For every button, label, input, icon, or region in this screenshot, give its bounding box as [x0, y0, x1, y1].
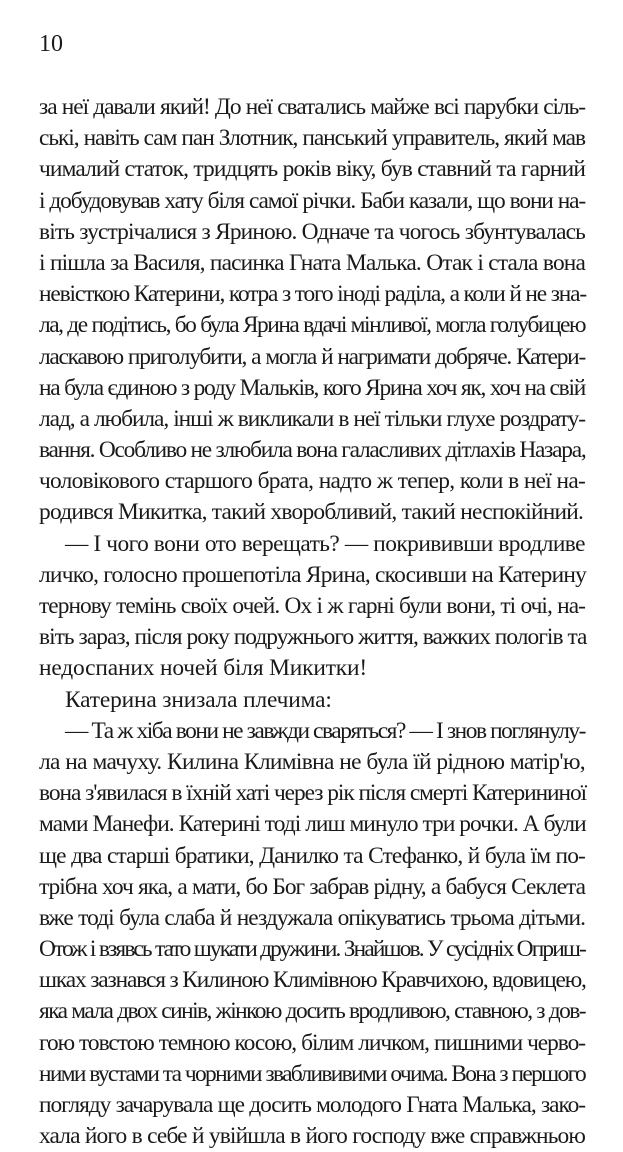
text-line: погляду зачарувала ще досить молодого Гната Малька, зако-: [39, 1092, 585, 1118]
text-line: тернову темінь своїх очей. Ох і ж гарні були вони, ті очі, на-: [39, 593, 585, 619]
text-line: мами Манефи. Катерині тоді лиш минуло три рочки. А були: [39, 811, 586, 838]
text-line: за неї давали який! До неї сватались майже всі парубки сіль-: [39, 94, 585, 120]
text-line: віть зустрічалися з Яриною. Одначе та чогось збунтувалась: [39, 218, 585, 245]
text-line: ські, навіть сам пан Злотник, панський управитель, який мав: [39, 125, 585, 152]
body-text: [39, 92, 585, 1152]
text-line: вона з'явилася в їхній хаті через рік після смерті Катерининої: [39, 780, 587, 807]
text-line: — І чого вони ото верещать? — покрививши вродливе: [65, 530, 585, 557]
text-line: лад, а любила, інші ж викликали в неї тільки глухе роздрату-: [39, 405, 585, 432]
text-line: чималий статок, тридцять років віку, був ставний та гарний: [39, 156, 585, 183]
text-line: ла, де подітись, бо була Ярина вдачі мінливої, могла голубицею: [39, 312, 585, 339]
text-line: і добудовував хату біля самої річки. Баби казали, що вони на-: [39, 187, 585, 214]
text-line: невісткою Катерини, котра з того іноді раділа, а коли й не зна-: [39, 281, 587, 308]
text-line: шках зазнався з Килиною Климівною Кравчихою, вдовицею,: [39, 967, 586, 994]
text-line: Катерина знизала плечима:: [65, 686, 332, 713]
text-line: ще два старші братики, Данилко та Стефанко, й була їм по-: [39, 842, 585, 869]
text-line: і пішла за Василя, пасинка Гната Малька. Отак і стала вона: [39, 249, 585, 276]
text-line: недоспаних ночей біля Микитки!: [39, 655, 368, 682]
text-line: на була єдиною з роду Мальків, кого Ярина хоч як, хоч на свій: [39, 374, 585, 401]
text-line: гою товстою темною косою, білим личком, пишними черво-: [39, 1029, 585, 1056]
text-line: вання. Особливо не злюбила вона галасливих дітлахів Назара,: [39, 437, 586, 464]
text-line: ла на мачуху. Килина Климівна не була їй рідною матір'ю,: [39, 748, 585, 775]
text-line: яка мала двох синів, жінкою досить вродливою, ставною, з дов-: [39, 998, 585, 1025]
text-line: вже тоді була слаба й нездужала опікуватись трьома дітьми.: [39, 904, 585, 931]
text-line: чоловікового старшого брата, надто ж тепер, коли в неї на-: [39, 468, 585, 495]
text-line: трібна хоч яка, а мати, бо Бог забрав рідну, а бабуся Секлета: [39, 873, 585, 900]
text-line: ними вустами та чорними зваблививими очима. Вона з першого: [39, 1060, 585, 1087]
text-line: личко, голосно прошепотіла Ярина, скосивши на Катерину: [39, 561, 587, 588]
text-line: родився Микитка, такий хворобливий, такий неспокійний.: [39, 499, 584, 526]
text-line: хала його в себе й увійшла в його господу вже справжньою: [39, 1123, 585, 1150]
text-line: — Та ж хіба вони не завжди сваряться? — І знов поглянулу-: [65, 717, 585, 744]
text-line: віть зараз, після року подружнього життя, важких пологів та: [39, 624, 587, 651]
page-number: 10: [39, 31, 63, 57]
text-line: Отож і взявсь тато шукати дружини. Знайшов. У сусідніх Оприш-: [39, 936, 585, 963]
text-line: ласкавою приголубити, а могла й нагримати добряче. Катери-: [39, 343, 585, 370]
